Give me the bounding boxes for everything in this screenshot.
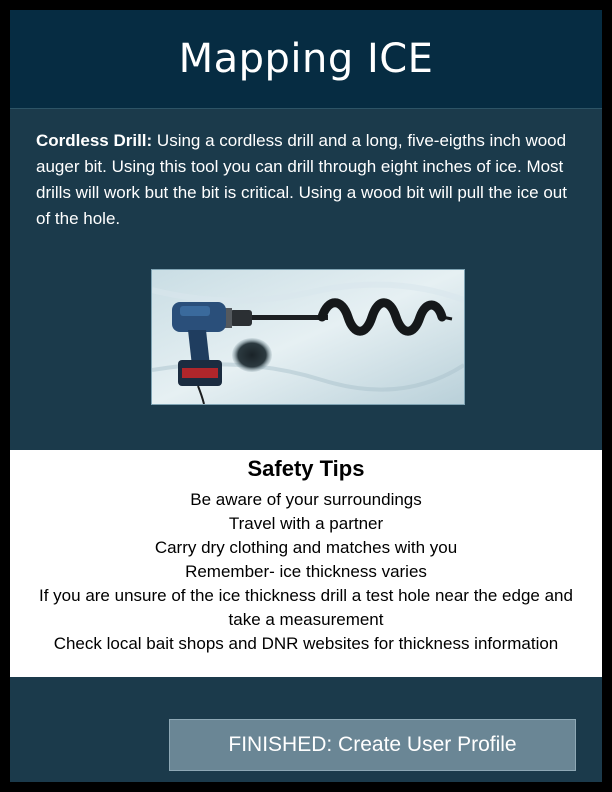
page-title: Mapping ICE [178, 36, 434, 82]
drill-label: Cordless Drill: [36, 131, 153, 150]
safety-tip: Travel with a partner [228, 514, 384, 533]
header-bar [10, 10, 602, 109]
safety-tip: Be aware of your surroundings [190, 490, 422, 509]
safety-tips-list [10, 488, 602, 656]
drill-text: Using a cordless drill and a long, five-eigths inch wood auger bit. Using this tool you can drill through eight inches of ice. Most drills will work but the bit is critical. Using a wood bit will pull the ice out of the hole. [36, 131, 567, 228]
safety-tip: Carry dry clothing and matches with you [154, 538, 458, 557]
safety-tip: Check local bait shops and DNR websites for thickness information [53, 634, 559, 653]
safety-tip: If you are unsure of the ice thickness drill a test hole near the edge and take a measurement [39, 586, 573, 629]
page-frame [10, 10, 602, 782]
finish-create-profile-button[interactable]: FINISHED: Create User Profile [169, 719, 576, 771]
drill-on-ice-photo [151, 269, 465, 405]
safety-tip: Remember- ice thickness varies [185, 562, 427, 581]
safety-heading: Safety Tips [247, 456, 365, 481]
drill-description [36, 128, 580, 232]
safety-tips-panel [10, 450, 602, 677]
